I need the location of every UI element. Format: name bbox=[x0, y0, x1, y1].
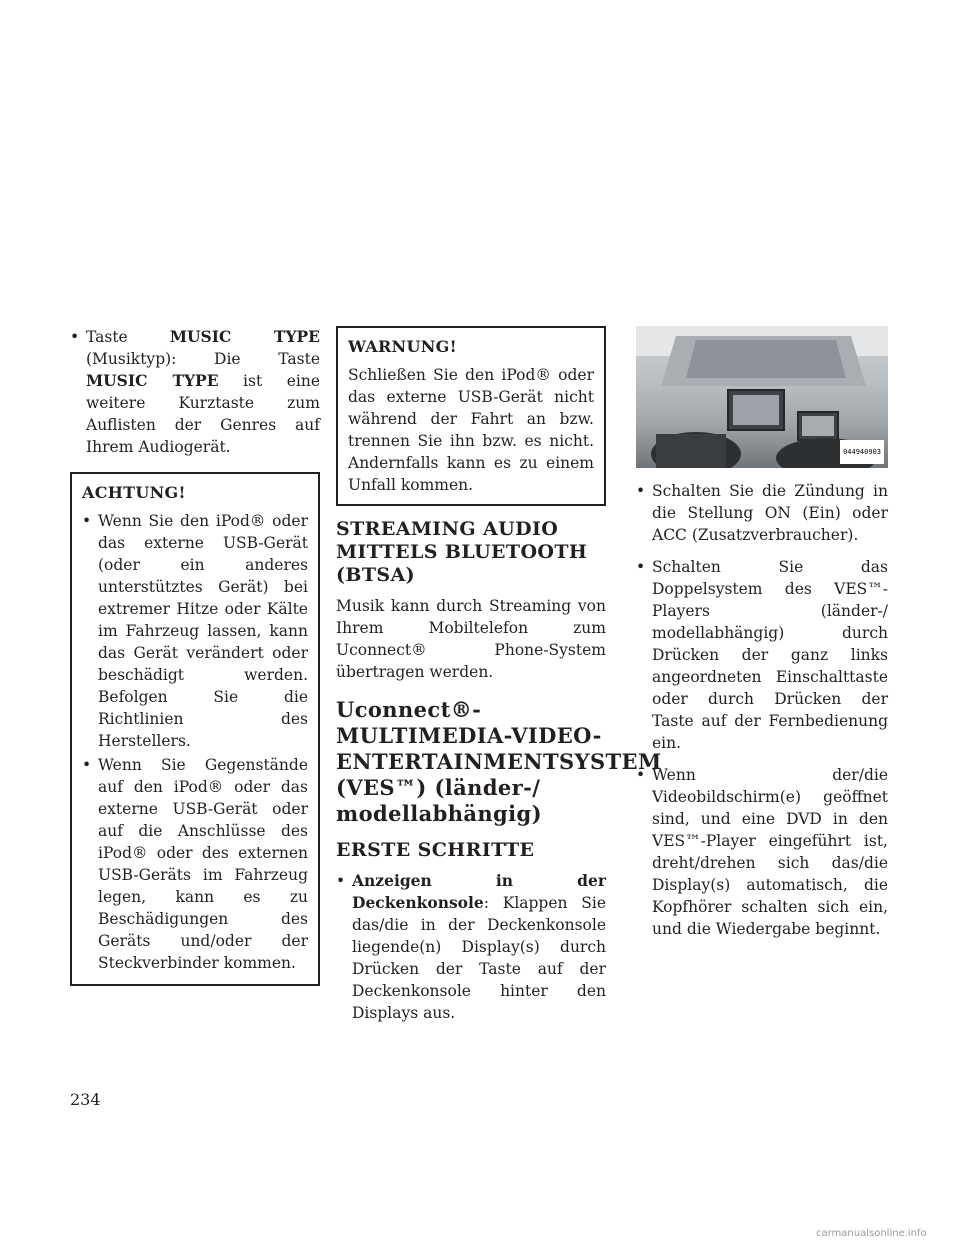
list-item-music-type: • Taste MUSIC TYPE (Musiktyp): Die Taste MUSIC TYPE ist eine weitere Kurztaste zum Auflisten der Genres auf Ihrem Audiogerät. bbox=[70, 326, 320, 458]
list-item-playback: • Wenn der/die Videobildschirm(e) geöffnet sind, und eine DVD in den VES™-Player eingeführt ist, dreht/drehen sich das/die Display(s) automatisch, die Kopfhörer schalten sich ein, und die Wiedergabe beginnt. bbox=[636, 764, 888, 940]
column-middle bbox=[336, 326, 662, 1034]
caution-item: • Wenn Sie Gegenstände auf den iPod® oder das externe USB-Gerät oder auf die Anschlüsse des iPod® oder des externen USB-Geräts im Fahrzeug legen, kann es zu Beschädigungen des Geräts und/oder der Steckverbinder kommen. bbox=[82, 754, 308, 974]
warning-title: WARNUNG! bbox=[348, 337, 457, 356]
warning-box bbox=[336, 326, 606, 506]
list-item-ignition: • Schalten Sie die Zündung in die Stellung ON (Ein) oder ACC (Zusatzverbraucher). bbox=[636, 480, 888, 546]
caution-title: ACHTUNG! bbox=[82, 483, 186, 502]
column-right bbox=[636, 326, 888, 950]
key-label: MUSIC TYPE bbox=[169, 327, 320, 346]
list-item-power-on: • Schalten Sie das Doppelsystem des VES™-Players (länder-/ modellabhängig) durch Drücken der ganz links angeordneten Einschalttaste oder durch Drücken der Taste auf der Fernbedienung ein. bbox=[636, 556, 888, 754]
section-heading-ves: Uconnect®-MULTIMEDIA-VIDEO-ENTERTAINMENTSYSTEM (VES™) (länder-/ modellabhängig) bbox=[336, 697, 662, 826]
column-left bbox=[70, 326, 320, 986]
list-item-overhead-displays: • Anzeigen in der Deckenkonsole: Klappen Sie das/die in der Deckenkonsole liegende(n) Display(s) durch Drücken der Taste auf der Deckenkonsole hinter den Displays aus. bbox=[336, 870, 606, 1024]
caution-box bbox=[70, 472, 320, 986]
section-heading-btsa: STREAMING AUDIO MITTELS BLUETOOTH (BTSA) bbox=[336, 518, 588, 586]
section-heading-getting-started: ERSTE SCHRITTE bbox=[336, 839, 535, 861]
footer-watermark: carmanualsonline.info bbox=[816, 1228, 927, 1239]
paragraph-btsa: Musik kann durch Streaming von Ihrem Mobiltelefon zum Uconnect® Phone-System übertragen werden. bbox=[336, 597, 606, 681]
overhead-console-photo bbox=[636, 326, 888, 468]
photo-code: 044940903 bbox=[840, 440, 884, 464]
key-label: MUSIC TYPE bbox=[86, 371, 219, 390]
page-number: 234 bbox=[70, 1090, 101, 1109]
warning-text: Schließen Sie den iPod® oder das externe USB-Gerät nicht während der Fahrt an bzw. trennen Sie ihn bzw. es nicht. Andernfalls kann es zu einem Unfall kommen. bbox=[348, 366, 594, 494]
caution-item: • Wenn Sie den iPod® oder das externe USB-Gerät (oder ein anderes unterstütztes Gerät) bei extremer Hitze oder Kälte im Fahrzeug lassen, kann das Gerät verändert oder beschädigt werden. Befolgen Sie die Richtlinien des Herstellers. bbox=[82, 510, 308, 752]
